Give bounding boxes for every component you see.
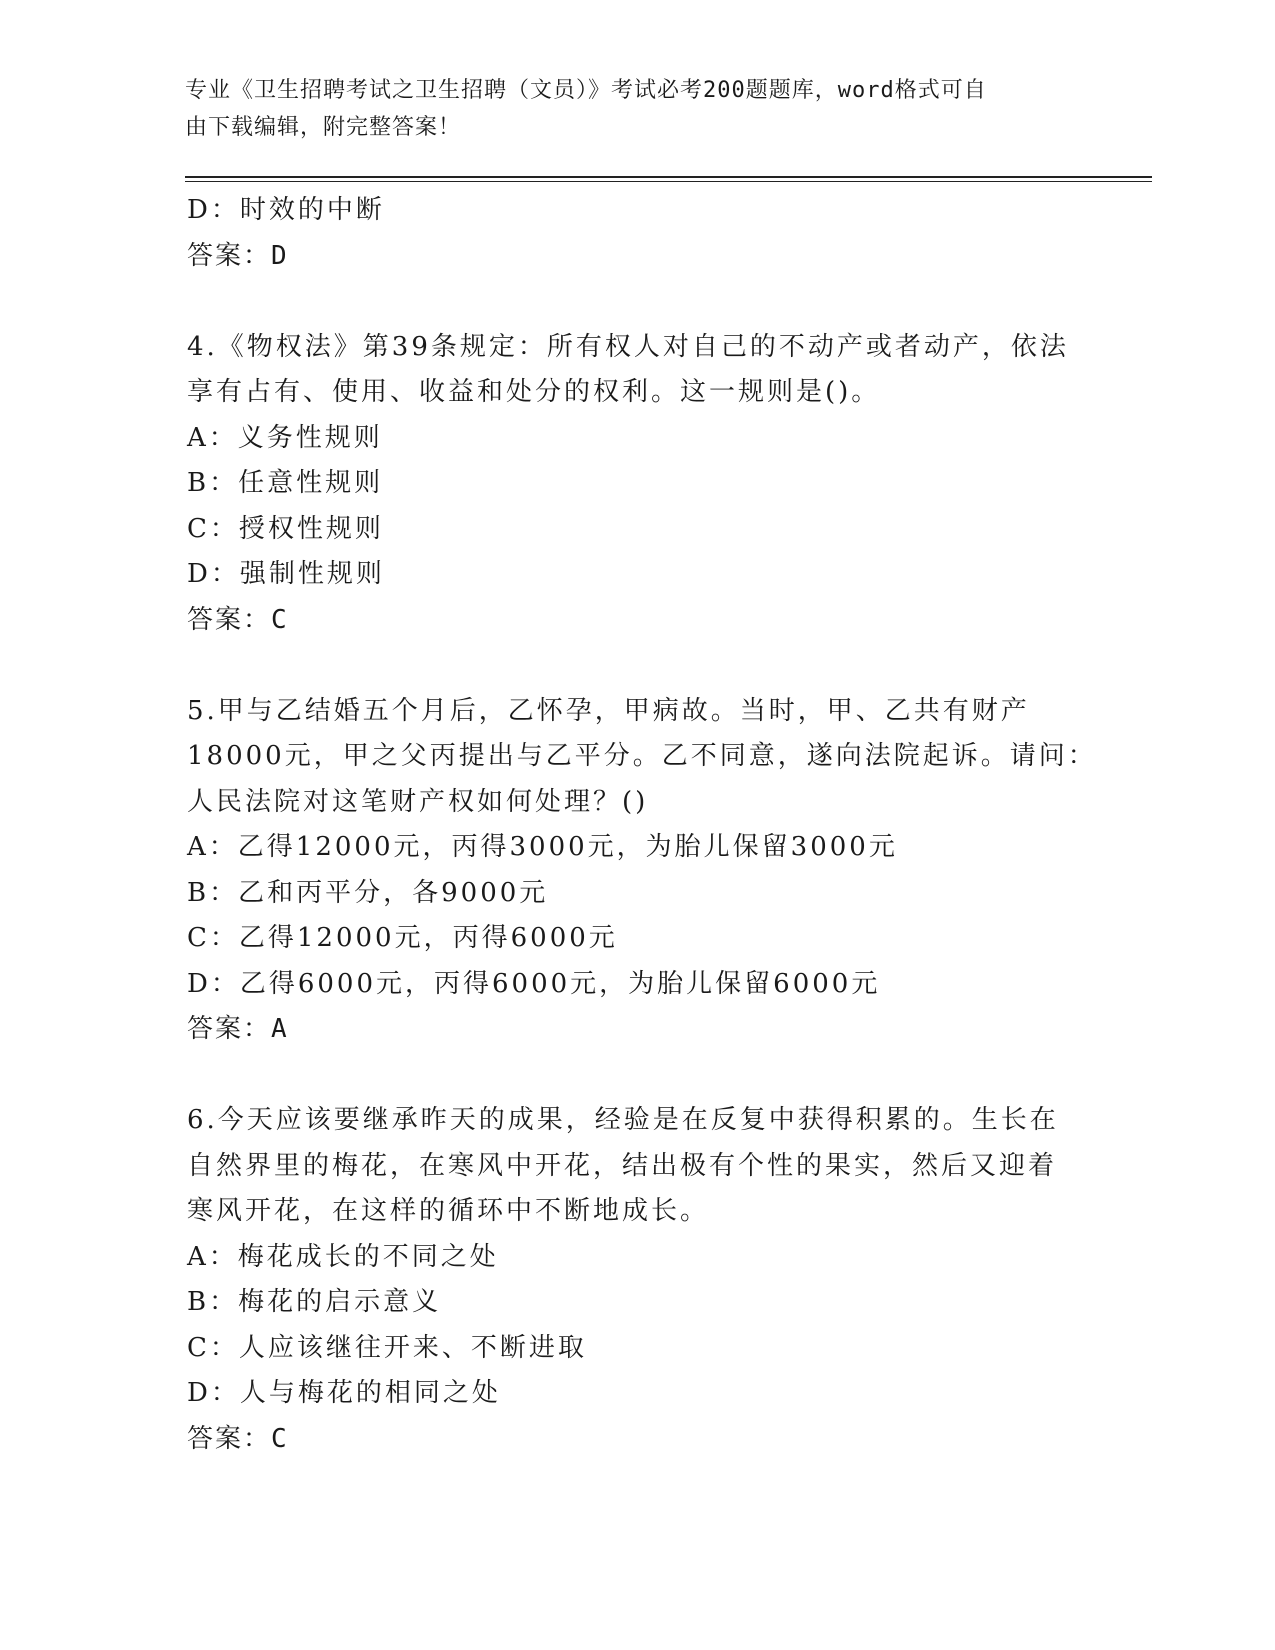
question-5-option-b: B：乙和丙平分，各9000元 <box>187 877 549 908</box>
header-line-1: 专业《卫生招聘考试之卫生招聘（文员）》考试必考200题题库，word格式可自 <box>185 78 987 103</box>
question-6 <box>187 1098 1087 1462</box>
question-6-stem-line-2: 自然界里的梅花，在寒风中开花，结出极有个性的果实，然后又迎着 <box>187 1150 1058 1181</box>
header-line-2: 由下载编辑，附完整答案！ <box>185 115 462 140</box>
question-4 <box>187 325 1087 644</box>
question-5-option-c: C：乙得12000元，丙得6000元 <box>187 923 618 953</box>
prev-answer: 答案：D <box>187 240 289 271</box>
question-6-option-a: A：梅花成长的不同之处 <box>187 1241 499 1272</box>
question-4-option-d: D：强制性规则 <box>187 559 385 589</box>
question-4-option-a: A：义务性规则 <box>187 422 383 453</box>
question-5-answer: 答案：A <box>187 1014 289 1044</box>
question-6-answer: 答案：C <box>187 1423 289 1454</box>
question-5-stem-line-3: 人民法院对这笔财产权如何处理？() <box>187 786 649 817</box>
spacer <box>187 643 1087 689</box>
question-4-stem-line-2: 享有占有、使用、收益和处分的权利。这一规则是()。 <box>187 377 881 407</box>
spacer <box>187 1053 1087 1099</box>
question-4-answer: 答案：C <box>187 604 289 635</box>
question-4-stem-line-1: 4.《物权法》第39条规定：所有权人对自己的不动产或者动产，依法 <box>187 331 1069 362</box>
spacer <box>187 279 1087 325</box>
question-5-option-d: D：乙得6000元，丙得6000元，为胎儿保留6000元 <box>187 968 881 999</box>
question-5-stem-line-2: 18000元，甲之父丙提出与乙平分。乙不同意，遂向法院起诉。请问： <box>187 741 1097 771</box>
question-6-stem-line-3: 寒风开花，在这样的循环中不断地成长。 <box>187 1196 710 1226</box>
prev-option-d: D：时效的中断 <box>187 195 385 225</box>
question-4-option-b: B：任意性规则 <box>187 468 384 498</box>
question-6-option-d: D：人与梅花的相同之处 <box>187 1378 501 1408</box>
header-divider <box>185 176 1152 182</box>
question-5-option-a: A：乙得12000元，丙得3000元，为胎儿保留3000元 <box>187 832 898 862</box>
question-6-option-c: C：人应该继往开来、不断进取 <box>187 1332 587 1363</box>
question-4-option-c: C：授权性规则 <box>187 513 384 544</box>
question-6-stem-line-1: 6.今天应该要继承昨天的成果，经验是在反复中获得积累的。生长在 <box>187 1105 1059 1135</box>
question-5 <box>187 689 1097 1053</box>
question-6-option-b: B：梅花的启示意义 <box>187 1287 442 1317</box>
question-5-stem-line-1: 5.甲与乙结婚五个月后，乙怀孕，甲病故。当时，甲、乙共有财产 <box>187 695 1030 726</box>
document-header <box>185 72 1085 146</box>
question-content <box>187 188 1097 1462</box>
